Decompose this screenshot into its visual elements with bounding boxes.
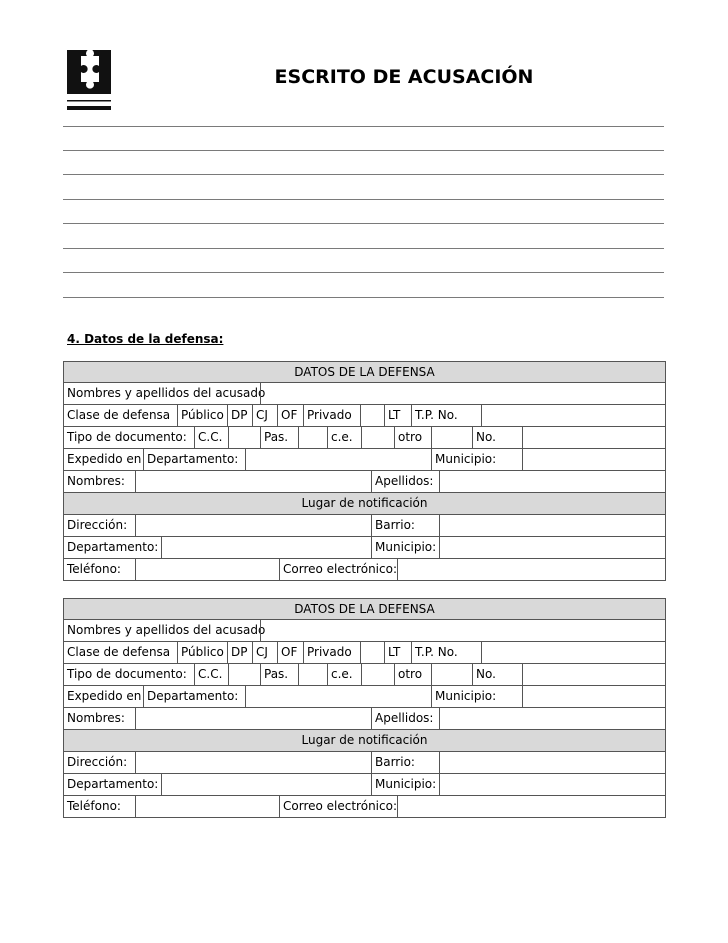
doc-ce-field[interactable] [361, 427, 394, 448]
notif-mun-label: Municipio: [371, 537, 439, 558]
option-blank[interactable] [360, 642, 384, 663]
defense-class-row [63, 642, 666, 664]
email-label: Correo electrónico: [279, 559, 397, 580]
writing-line[interactable] [63, 199, 664, 200]
phone-label: Teléfono: [67, 799, 121, 813]
notif-dept-row [63, 774, 666, 796]
phone-field[interactable] [135, 559, 279, 580]
address-label: Dirección: [67, 518, 128, 532]
address-row [63, 752, 666, 774]
option-of[interactable]: OF [277, 405, 303, 426]
phone-row [63, 796, 666, 818]
writing-line[interactable] [63, 174, 664, 175]
notif-dept-field[interactable] [161, 537, 371, 558]
email-label: Correo electrónico: [279, 796, 397, 817]
email-field[interactable] [397, 796, 665, 817]
barrio-field[interactable] [439, 515, 665, 536]
doc-otro-label: otro [394, 427, 431, 448]
doc-cc-field[interactable] [228, 664, 260, 685]
doc-pas-label: Pas. [260, 427, 298, 448]
doc-pas-field[interactable] [298, 427, 327, 448]
accused-field[interactable] [260, 383, 665, 404]
phone-label: Teléfono: [67, 562, 121, 576]
last-names-field[interactable] [439, 471, 665, 492]
document-type-row [63, 427, 666, 449]
writing-line[interactable] [63, 297, 664, 298]
writing-line[interactable] [63, 126, 664, 127]
section-heading: 4. Datos de la defensa: [67, 332, 224, 346]
option-blank[interactable] [360, 405, 384, 426]
notif-dept-label: Departamento: [67, 540, 159, 554]
accused-label: Nombres y apellidos del acusado [67, 623, 266, 637]
option-tp-no: T.P. No. [411, 642, 481, 663]
last-names-label: Apellidos: [371, 708, 439, 729]
barrio-label: Barrio: [371, 515, 439, 536]
document-title: ESCRITO DE ACUSACIÓN [274, 66, 534, 88]
defense-class-row [63, 405, 666, 427]
doc-cc-label: C.C. [194, 427, 228, 448]
notif-mun-field[interactable] [439, 774, 665, 795]
doc-no-field[interactable] [522, 427, 665, 448]
notification-header-row [63, 730, 666, 752]
option-lt[interactable]: LT [384, 405, 411, 426]
notif-dept-label: Departamento: [67, 777, 159, 791]
address-row [63, 515, 666, 537]
option-lt[interactable]: LT [384, 642, 411, 663]
issued-dept-label: Departamento: [143, 686, 245, 707]
first-names-label: Nombres: [67, 474, 125, 488]
notification-header: Lugar de notificación [301, 496, 428, 510]
issued-mun-field[interactable] [522, 686, 665, 707]
email-field[interactable] [397, 559, 665, 580]
tp-number-field[interactable] [481, 642, 665, 663]
option-dp[interactable]: DP [227, 405, 252, 426]
notif-dept-row [63, 537, 666, 559]
option-cj[interactable]: CJ [252, 405, 277, 426]
accused-label: Nombres y apellidos del acusado [67, 386, 266, 400]
doc-pas-label: Pas. [260, 664, 298, 685]
option-of[interactable]: OF [277, 642, 303, 663]
issued-dept-field[interactable] [245, 449, 431, 470]
notif-mun-label: Municipio: [371, 774, 439, 795]
address-label: Dirección: [67, 755, 128, 769]
notif-dept-field[interactable] [161, 774, 371, 795]
issued-row [63, 449, 666, 471]
table-header-row [63, 361, 666, 383]
writing-line[interactable] [63, 223, 664, 224]
writing-line[interactable] [63, 272, 664, 273]
defense-class-label: Clase de defensa [67, 408, 171, 422]
doc-no-label: No. [472, 427, 522, 448]
doc-otro-field[interactable] [431, 427, 472, 448]
doc-cc-field[interactable] [228, 427, 260, 448]
table-header: DATOS DE LA DEFENSA [294, 365, 435, 379]
issued-label: Expedido en [67, 452, 142, 466]
option-publico[interactable]: Público [177, 642, 227, 663]
doc-otro-field[interactable] [431, 664, 472, 685]
first-names-field[interactable] [135, 471, 371, 492]
document-type-row [63, 664, 666, 686]
barrio-label: Barrio: [371, 752, 439, 773]
defense-data-table-2 [63, 598, 666, 818]
doc-type-label: Tipo de documento: [67, 667, 187, 681]
accused-field[interactable] [260, 620, 665, 641]
first-names-field[interactable] [135, 708, 371, 729]
option-privado[interactable]: Privado [303, 642, 360, 663]
defense-data-table-1 [63, 361, 666, 581]
doc-ce-label: c.e. [327, 427, 361, 448]
issued-label: Expedido en [67, 689, 142, 703]
names-row [63, 708, 666, 730]
doc-pas-field[interactable] [298, 664, 327, 685]
table-header: DATOS DE LA DEFENSA [294, 602, 435, 616]
notif-mun-field[interactable] [439, 537, 665, 558]
table-header-row [63, 598, 666, 620]
issued-row [63, 686, 666, 708]
address-field[interactable] [135, 752, 371, 773]
notification-header: Lugar de notificación [301, 733, 428, 747]
doc-no-label: No. [472, 664, 522, 685]
accused-row [63, 620, 666, 642]
accused-row [63, 383, 666, 405]
doc-ce-label: c.e. [327, 664, 361, 685]
option-dp[interactable]: DP [227, 642, 252, 663]
address-field[interactable] [135, 515, 371, 536]
notification-header-row [63, 493, 666, 515]
last-names-label: Apellidos: [371, 471, 439, 492]
writing-line[interactable] [63, 150, 664, 151]
option-privado[interactable]: Privado [303, 405, 360, 426]
issued-mun-label: Municipio: [431, 686, 522, 707]
issued-dept-field[interactable] [245, 686, 431, 707]
barrio-field[interactable] [439, 752, 665, 773]
doc-ce-field[interactable] [361, 664, 394, 685]
option-tp-no: T.P. No. [411, 405, 481, 426]
names-row [63, 471, 666, 493]
writing-line[interactable] [63, 248, 664, 249]
doc-cc-label: C.C. [194, 664, 228, 685]
first-names-label: Nombres: [67, 711, 125, 725]
last-names-field[interactable] [439, 708, 665, 729]
phone-row [63, 559, 666, 581]
phone-field[interactable] [135, 796, 279, 817]
issued-dept-label: Departamento: [143, 449, 245, 470]
issued-mun-label: Municipio: [431, 449, 522, 470]
doc-no-field[interactable] [522, 664, 665, 685]
doc-type-label: Tipo de documento: [67, 430, 187, 444]
option-cj[interactable]: CJ [252, 642, 277, 663]
doc-otro-label: otro [394, 664, 431, 685]
option-publico[interactable]: Público [177, 405, 227, 426]
defense-class-label: Clase de defensa [67, 645, 171, 659]
issued-mun-field[interactable] [522, 449, 665, 470]
tp-number-field[interactable] [481, 405, 665, 426]
